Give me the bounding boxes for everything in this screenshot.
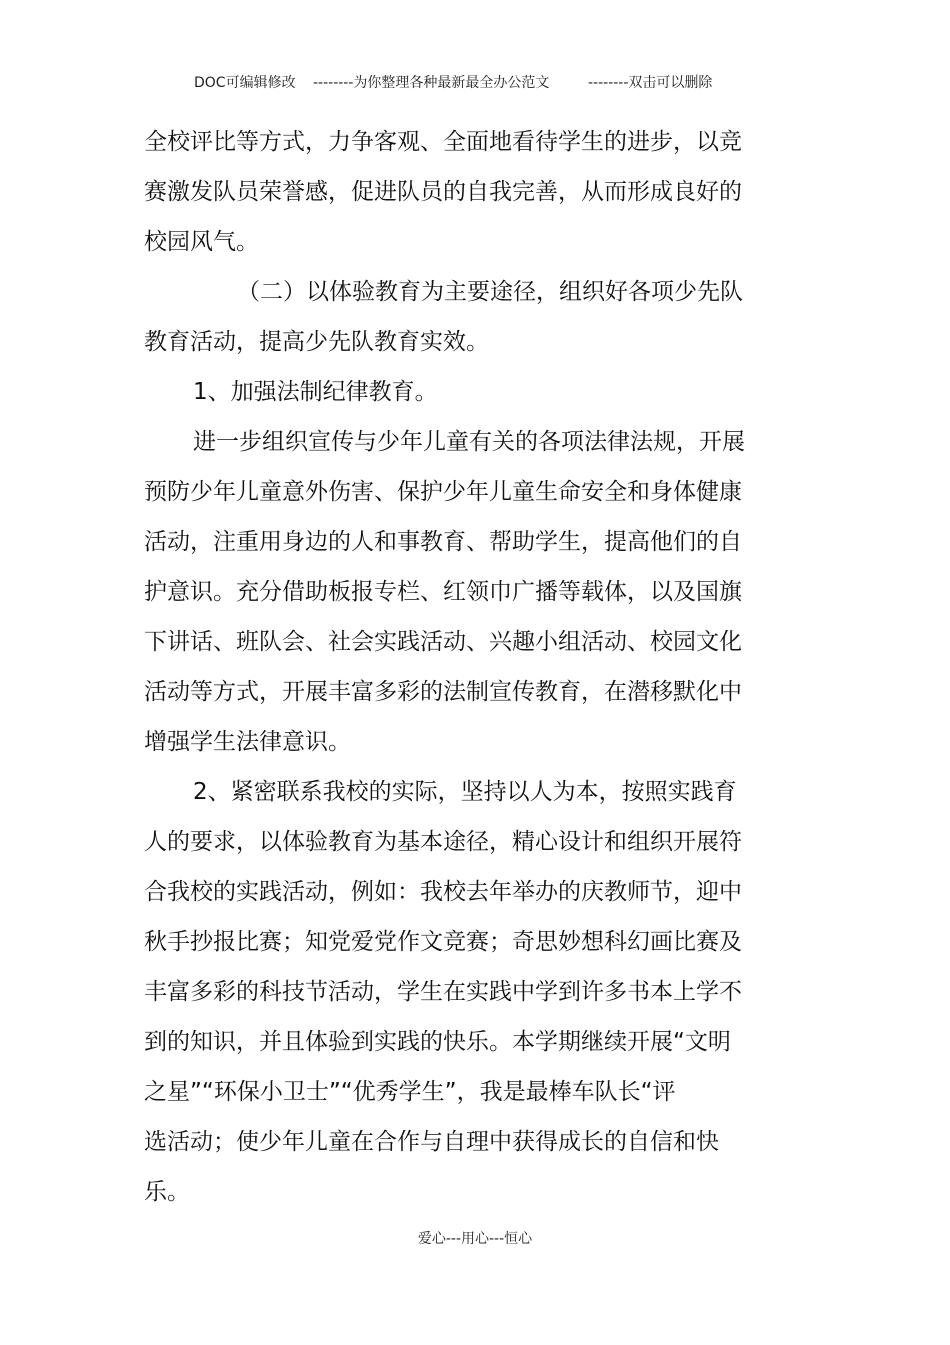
body-line-text: 赛激发队员荣誉感，促进队员的自我完善，从而形成良好的 — [144, 179, 742, 205]
body-line-text: 预防少年儿童意外伤害、保护少年儿童生命安全和身体健康 — [144, 479, 742, 505]
body-line-text: 合我校的实践活动，例如：我校去年举办的庆教师节，迎中 — [144, 879, 742, 905]
subheading-line — [0, 372, 950, 412]
body-line — [0, 122, 950, 162]
body-line — [0, 672, 950, 712]
body-line-text: 下讲话、班队会、社会实践活动、兴趣小组活动、校园文化 — [144, 629, 742, 655]
body-line — [0, 622, 950, 662]
body-line — [0, 422, 950, 462]
body-line — [0, 172, 950, 212]
section-heading-line — [0, 272, 950, 312]
body-line — [0, 472, 950, 512]
body-line — [0, 522, 950, 562]
body-line-text: 全校评比等方式，力争客观、全面地看待学生的进步，以竞 — [144, 129, 742, 155]
body-line-text: 活动等方式，开展丰富多彩的法制宣传教育，在潜移默化中 — [144, 679, 742, 705]
section-heading-text: （二）以体验教育为主要途径，组织好各项少先队 — [237, 279, 743, 305]
body-line — [0, 572, 950, 612]
body-line — [0, 872, 950, 912]
body-line-text: 校园风气。 — [144, 229, 259, 255]
body-line-text: 进一步组织宣传与少年儿童有关的各项法律法规，开展 — [193, 429, 745, 455]
body-line — [0, 722, 950, 762]
body-line — [0, 922, 950, 962]
header-description: --------为你整理各种最新最全办公范文 — [313, 75, 550, 91]
header-doc-label: DOC可编辑修改 — [194, 75, 296, 91]
subheading-text: 2、紧密联系我校的实际，坚持以人为本，按照实践育 — [193, 779, 737, 805]
body-line — [0, 1172, 950, 1212]
body-line — [0, 1122, 950, 1162]
body-line-text: 选活动；使少年儿童在合作与自理中获得成长的自信和快 — [144, 1129, 719, 1155]
body-line — [0, 322, 950, 362]
body-line — [0, 222, 950, 262]
body-line-text: 人的要求，以体验教育为基本途径，精心设计和组织开展符 — [144, 829, 742, 855]
body-line-text: 活动，注重用身边的人和事教育、帮助学生，提高他们的自 — [144, 529, 742, 555]
body-line — [0, 972, 950, 1012]
body-line — [0, 1022, 950, 1062]
subheading-line — [0, 772, 950, 812]
page-footer: 爱心---用心---恒心 — [417, 1231, 533, 1247]
body-line-text: 之星”“环保小卫士”“优秀学生”，我是最棒车队长“评 — [144, 1079, 676, 1105]
body-line-text: 教育活动，提高少先队教育实效。 — [144, 329, 489, 355]
body-line — [0, 1072, 950, 1112]
body-line-text: 秋手抄报比赛；知党爱党作文竞赛；奇思妙想科幻画比赛及 — [144, 929, 742, 955]
header-delete-hint: --------双击可以删除 — [588, 75, 713, 91]
body-line-text: 护意识。充分借助板报专栏、红领巾广播等载体，以及国旗 — [144, 579, 742, 605]
body-line-text: 丰富多彩的科技节活动，学生在实践中学到许多书本上学不 — [144, 979, 742, 1005]
subheading-text: 1、加强法制纪律教育。 — [193, 379, 438, 405]
page-header — [0, 72, 950, 94]
body-line — [0, 822, 950, 862]
body-line-text: 到的知识，并且体验到实践的快乐。本学期继续开展“文明 — [144, 1029, 731, 1055]
body-line-text: 增强学生法律意识。 — [144, 729, 351, 755]
body-line-text: 乐。 — [144, 1179, 190, 1205]
